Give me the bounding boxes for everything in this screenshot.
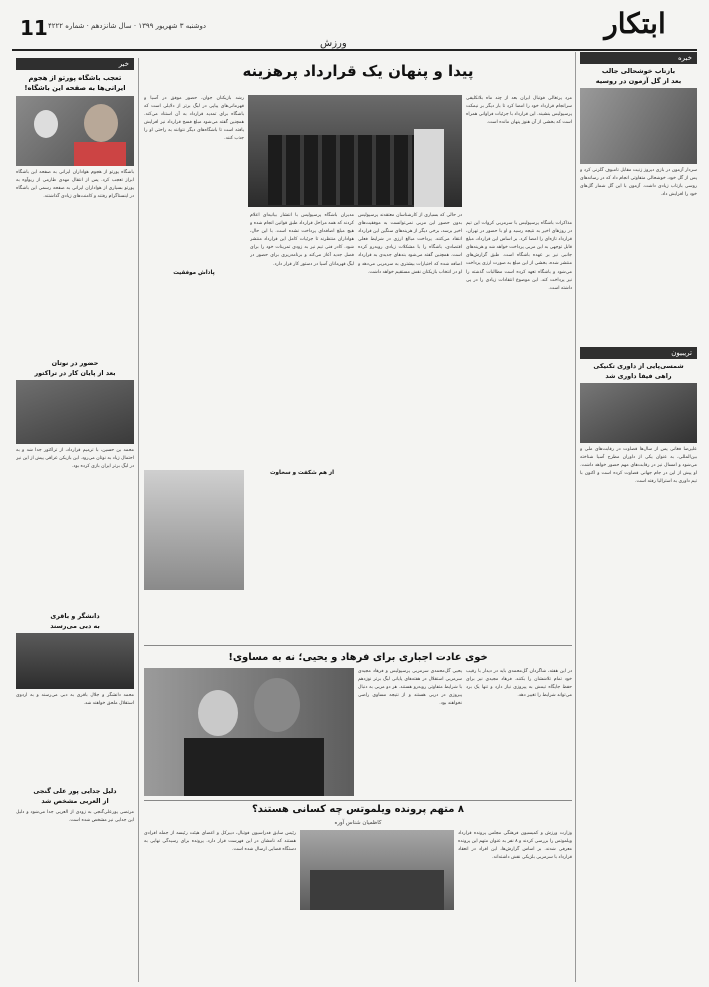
story-two-body-a: یحیی گل‌محمدی سرمربی پرسپولیس و فرهاد مجیدی سرمربی استقلال در هفته‌های پایانی لیگ برتر نوزدهم با شرایط متفاوتی روبه‌رو هستند. هر دو مربی به دنبال پیروزی در دربی هستند و از نتیجه مساوی راضی نخواهند بود.: [358, 669, 462, 707]
left-box2-title-1: حضور در نوتان: [51, 359, 99, 367]
sidebar-label: خبر: [16, 58, 134, 70]
main-headline: پیدا و پنهان یک قرارداد پرهزینه: [242, 62, 474, 80]
main-lead: مرد پرتغالی فوتبال ایران بعد از چند ماه بلاتکلیفی سرانجام قرارداد خود را امضا کرد تا بار دیگر بر نیمکت پرسپولیس بنشیند. این قرارداد با جزئیات فراوانی همراه است که بخشی از آن هنوز پنهان مانده است.: [466, 96, 572, 126]
taremi-photo: [16, 96, 134, 166]
player-jersey: [74, 142, 126, 166]
story-three-byline: کاظمیان شناس آوره: [334, 820, 382, 826]
coach-face-2: [254, 678, 300, 732]
story-three-photo: [300, 830, 454, 910]
left-box2-title-2: بعد از پایان کار در تراکتور: [34, 369, 116, 377]
left-sidebar: [16, 58, 134, 982]
header-rule: [12, 49, 697, 51]
right-label-1: خبره: [580, 52, 697, 64]
page-header: [0, 0, 709, 50]
left-box3-body: محمد دانشگر و جلال باقری به دبی می‌رسند و به اردوی استقلال ملحق خواهند شد.: [16, 693, 134, 707]
sub-head-1: پاداش موفقیت: [173, 270, 215, 276]
main-col-a: مذاکرات باشگاه پرسپولیس با سرمربی کروات این تیم در روزهای اخیر به نتیجه رسید و او با حضور در تهران، قرارداد تازه‌ای را امضا کرد. بر اساس این قرارداد، مبلغ قابل توجهی به این مربی پرداخت خواهد شد و هزینه‌های جانبی نیز بر عهده باشگاه است. طبق گزارش‌های منتشر شده، بخشی از این مبلغ به صورت ارزی پرداخت می‌شود و باشگاه تعهد کرده است مطالبات گذشته را نیز پرداخت کند. این موضوع انتقادات زیادی را در پی داشته است.: [466, 221, 572, 291]
right-title1-line1: بازتاب خوشحالی جالب: [601, 67, 676, 75]
right-label-2: تریبیون: [580, 347, 697, 359]
meeting-table: [310, 870, 444, 910]
coach-face-1: [198, 690, 238, 736]
left-box1-title: تعجب باشگاه پورتو از هجوم ایرانی‌ها به صفحه این باشگاه!: [24, 74, 126, 92]
section-name: ورزش: [320, 38, 347, 49]
team-bench-figures: [268, 135, 418, 205]
left-box4-body: مرتضی پورعلی‌گنجی به زودی از العربی جدا می‌شود و دلیل این جدایی نیز مشخص شده است.: [16, 810, 134, 824]
azmoun-photo: [580, 88, 697, 164]
right-sidebar: [580, 52, 697, 982]
right-title2-line1: شمسی‌پایی از داوری تکنیکی: [593, 362, 684, 370]
player-photo-2: [16, 380, 134, 444]
left-box3-title-2: به دبی می‌رسند: [50, 622, 100, 630]
newspaper-logo: ابتکار: [604, 7, 666, 40]
page-number: 11: [20, 16, 48, 40]
right-title1-line2: بعد از گل آزمون در روسیه: [595, 77, 682, 85]
story-two-headline: خوی عادت اجباری برای فرهاد و یحیی؛ نه به مساوی!: [228, 652, 488, 663]
left-box4-title-1: دلیل جدایی پور علی گنجی: [33, 787, 117, 795]
story-three-body-b: رئیس سابق فدراسیون فوتبال، دبیرکل و اعضای هیئت رئیسه از جمله افرادی هستند که نامشان در این فهرست قرار دارد. پرونده برای رسیدگی نهایی به دستگاه قضایی ارسال شده است.: [144, 831, 296, 853]
right-body-2: علیرضا فغانی پس از سال‌ها قضاوت در رقابت‌های ملی و بین‌المللی، به عنوان یکی از داوران مطرح آسیا شناخته می‌شود و امسال نیز در رقابت‌های مهم حضور خواهد داشت. او پیش از این در جام جهانی قضاوت کرده است و اکنون با تیم داوری به استرالیا رفته است.: [580, 447, 697, 485]
date-line: دوشنبه ۳ شهریور ۱۳۹۹ · سال شانزدهم · شماره ۴۲۲۲: [48, 22, 207, 30]
porto-crest-icon: [34, 110, 58, 138]
left-box3-title-1: دانشگر و باقری: [50, 612, 100, 620]
column-divider-left: [138, 58, 139, 982]
left-box2-body: محمد بن حسین، با ترمیم قرارداد، از تراکتور جدا شد و به احتمال زیاد به نوتان می‌رود. این بازیکن عراقی پیش از این نیز در لیگ برتر ایران بازی کرده بود.: [16, 448, 134, 470]
main-story-photo: [248, 95, 462, 207]
sub-head-2: از هم شکفت و سخاوت: [269, 470, 335, 476]
player-face: [84, 104, 118, 142]
left-box1-body: باشگاه پورتو از هجوم هواداران ایرانی به صفحه این باشگاه ابراز تعجب کرد. پس از انتقال مهدی طارمی از ریوآوه به پورتو بسیاری از هواداران ایرانی به صفحه رسمی این باشگاه در اینستاگرام رفتند و کامنت‌های زیادی گذاشتند.: [16, 170, 134, 200]
story-divider-1: [144, 645, 572, 646]
player-photo-3: [16, 633, 134, 689]
referee-photo: [580, 383, 697, 443]
story-two-body-b: در این هفته، شاگردان گل‌محمدی باید در دیدار با رقیب خود تمام تلاششان را بکنند. فرهاد مجیدی نیز برای حفظ جایگاه تیمش به پیروزی نیاز دارد و تنها یک برد می‌تواند شرایط را تغییر دهد.: [466, 669, 572, 699]
main-col-b: در حالی که بسیاری از کارشناسان معتقدند پرسپولیس بدون حضور این مربی نمی‌توانست به موفقیت‌های اخیر برسد، برخی دیگر از هزینه‌های سنگین این قرارداد انتقاد می‌کنند. پرداخت مبالغ ارزی در شرایط فعلی اقتصادی، باشگاه را با مشکلات زیادی روبه‌رو کرده است. همچنین گفته می‌شود بندهای جدیدی به قرارداد اضافه شده که اختیارات بیشتری به سرمربی می‌دهد و او در انتخاب بازیکنان نقش مستقیم خواهد داشت.: [358, 213, 462, 275]
story-three-body-a: وزارت ورزش و کمیسیون فرهنگی مجلس پرونده قرارداد ویلموتس را بررسی کردند و ۸ نفر به عنوان متهم این پرونده معرفی شدند. بر اساس گزارش‌ها، این افراد در انعقاد قرارداد با سرمربی بلژیکی نقش داشته‌اند.: [458, 831, 572, 861]
story-three-headline: ۸ متهم پرونده ویلموتس چه کسانی هستند؟: [252, 804, 464, 815]
main-col-c: مدیران باشگاه پرسپولیس با انتشار بیانیه‌ای اعلام کردند که همه مراحل قرارداد طبق قوانین انجام شده و هیچ مبلغ اضافه‌ای پرداخت نشده است. با این حال، هواداران منتظرند تا جزئیات کامل این قرارداد منتشر شود. کادر فنی تیم نیز به زودی تمرینات خود را برای فصل جدید آغاز می‌کند و برنامه‌ریزی برای حضور در لیگ قهرمانان آسیا در دستور کار قرار دارد.: [250, 213, 354, 267]
column-divider-right: [575, 52, 576, 982]
story-divider-2: [144, 800, 572, 801]
right-title2-line2: راهی فیفا داوری شد: [605, 372, 672, 380]
left-box4-title-2: از العربی مشخص شد: [41, 797, 109, 805]
right-body-1: سردار آزمون در بازی دیروز زنیت مقابل تامبوف گلزنی کرد و پس از گل خود، خوشحالی متفاوتی انجام داد که در رسانه‌های روسی بازتاب زیادی داشت. آزمون با این گل شمار گل‌های خود را افزایش داد.: [580, 168, 697, 198]
story-two-photo: [144, 668, 354, 796]
main-inset-photo: [144, 470, 244, 590]
coach-figure: [414, 129, 444, 207]
coaches-bodies: [184, 738, 324, 796]
main-col-d: رشد بازیکنان جوان، حضور موفق در آسیا و قهرمانی‌های پیاپی در لیگ برتر از دلایلی است که باشگاه برای تمدید قرارداد به آن استناد می‌کند. همچنین گفته می‌شود مبلغ فسخ قرارداد نیز افزایش یافته است تا باشگاه‌های دیگر نتوانند به راحتی او را جذب کنند.: [144, 96, 244, 142]
